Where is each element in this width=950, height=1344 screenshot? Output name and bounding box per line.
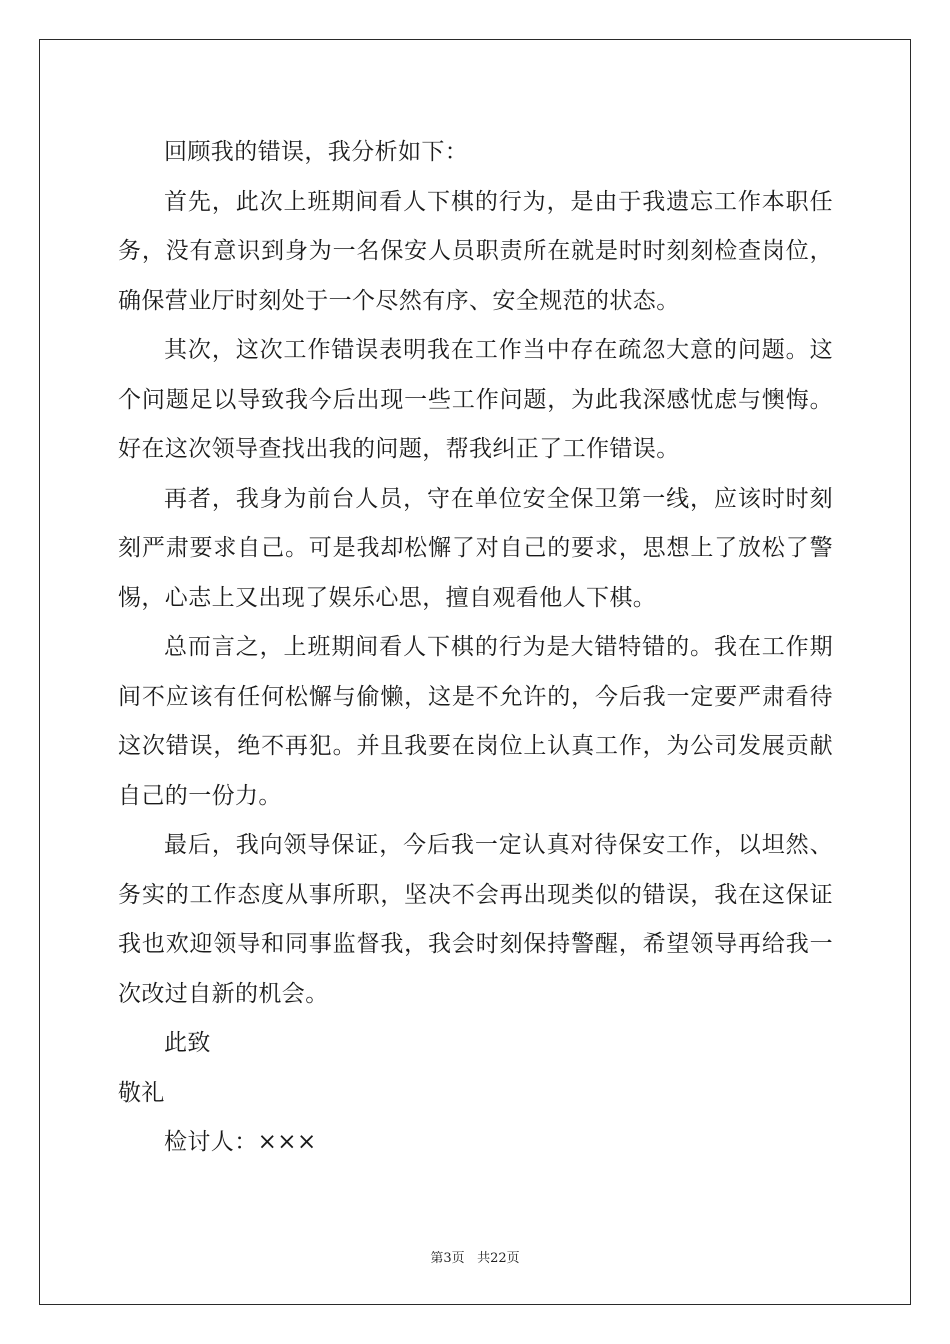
paragraph-first: 首先，此次上班期间看人下棋的行为，是由于我遗忘工作本职任务，没有意识到身为一名保安人员职责所在就是时时刻刻检查岗位，确保营业厅时刻处于一个尽然有序、安全规范的状态。 bbox=[118, 188, 833, 314]
paragraph-review: 回顾我的错误，我分析如下： bbox=[164, 139, 469, 165]
document-body bbox=[118, 128, 833, 1168]
paragraph-last: 最后，我向领导保证，今后我一定认真对待保安工作，以坦然、务实的工作态度从事所职，坚决不会再出现类似的错误，我在这保证我也欢迎领导和同事监督我，我会时刻保持警醒，希望领导再给我一次改过自新的机会。 bbox=[118, 832, 833, 1007]
paragraph-summary: 总而言之，上班期间看人下棋的行为是大错特错的。我在工作期间不应该有任何松懈与偷懒，这是不允许的，今后我一定要严肃看待这次错误，绝不再犯。并且我要在岗位上认真工作，为公司发展贡献自己的一份力。 bbox=[118, 634, 833, 809]
signature: 检讨人：××× bbox=[164, 1129, 317, 1155]
closing-regards: 敬礼 bbox=[118, 1079, 165, 1106]
page-number: 第3页 bbox=[430, 1251, 465, 1266]
page-total: 共22页 bbox=[477, 1251, 520, 1266]
page-footer bbox=[0, 1247, 950, 1266]
closing-salutation: 此致 bbox=[164, 1030, 211, 1056]
paragraph-second: 其次，这次工作错误表明我在工作当中存在疏忽大意的问题。这个问题足以导致我今后出现一些工作问题，为此我深感忧虑与懊悔。好在这次领导查找出我的问题，帮我纠正了工作错误。 bbox=[118, 337, 833, 462]
paragraph-third: 再者，我身为前台人员，守在单位安全保卫第一线，应该时时刻刻严肃要求自己。可是我却松懈了对自己的要求，思想上了放松了警惕，心志上又出现了娱乐心思，擅自观看他人下棋。 bbox=[118, 485, 833, 611]
